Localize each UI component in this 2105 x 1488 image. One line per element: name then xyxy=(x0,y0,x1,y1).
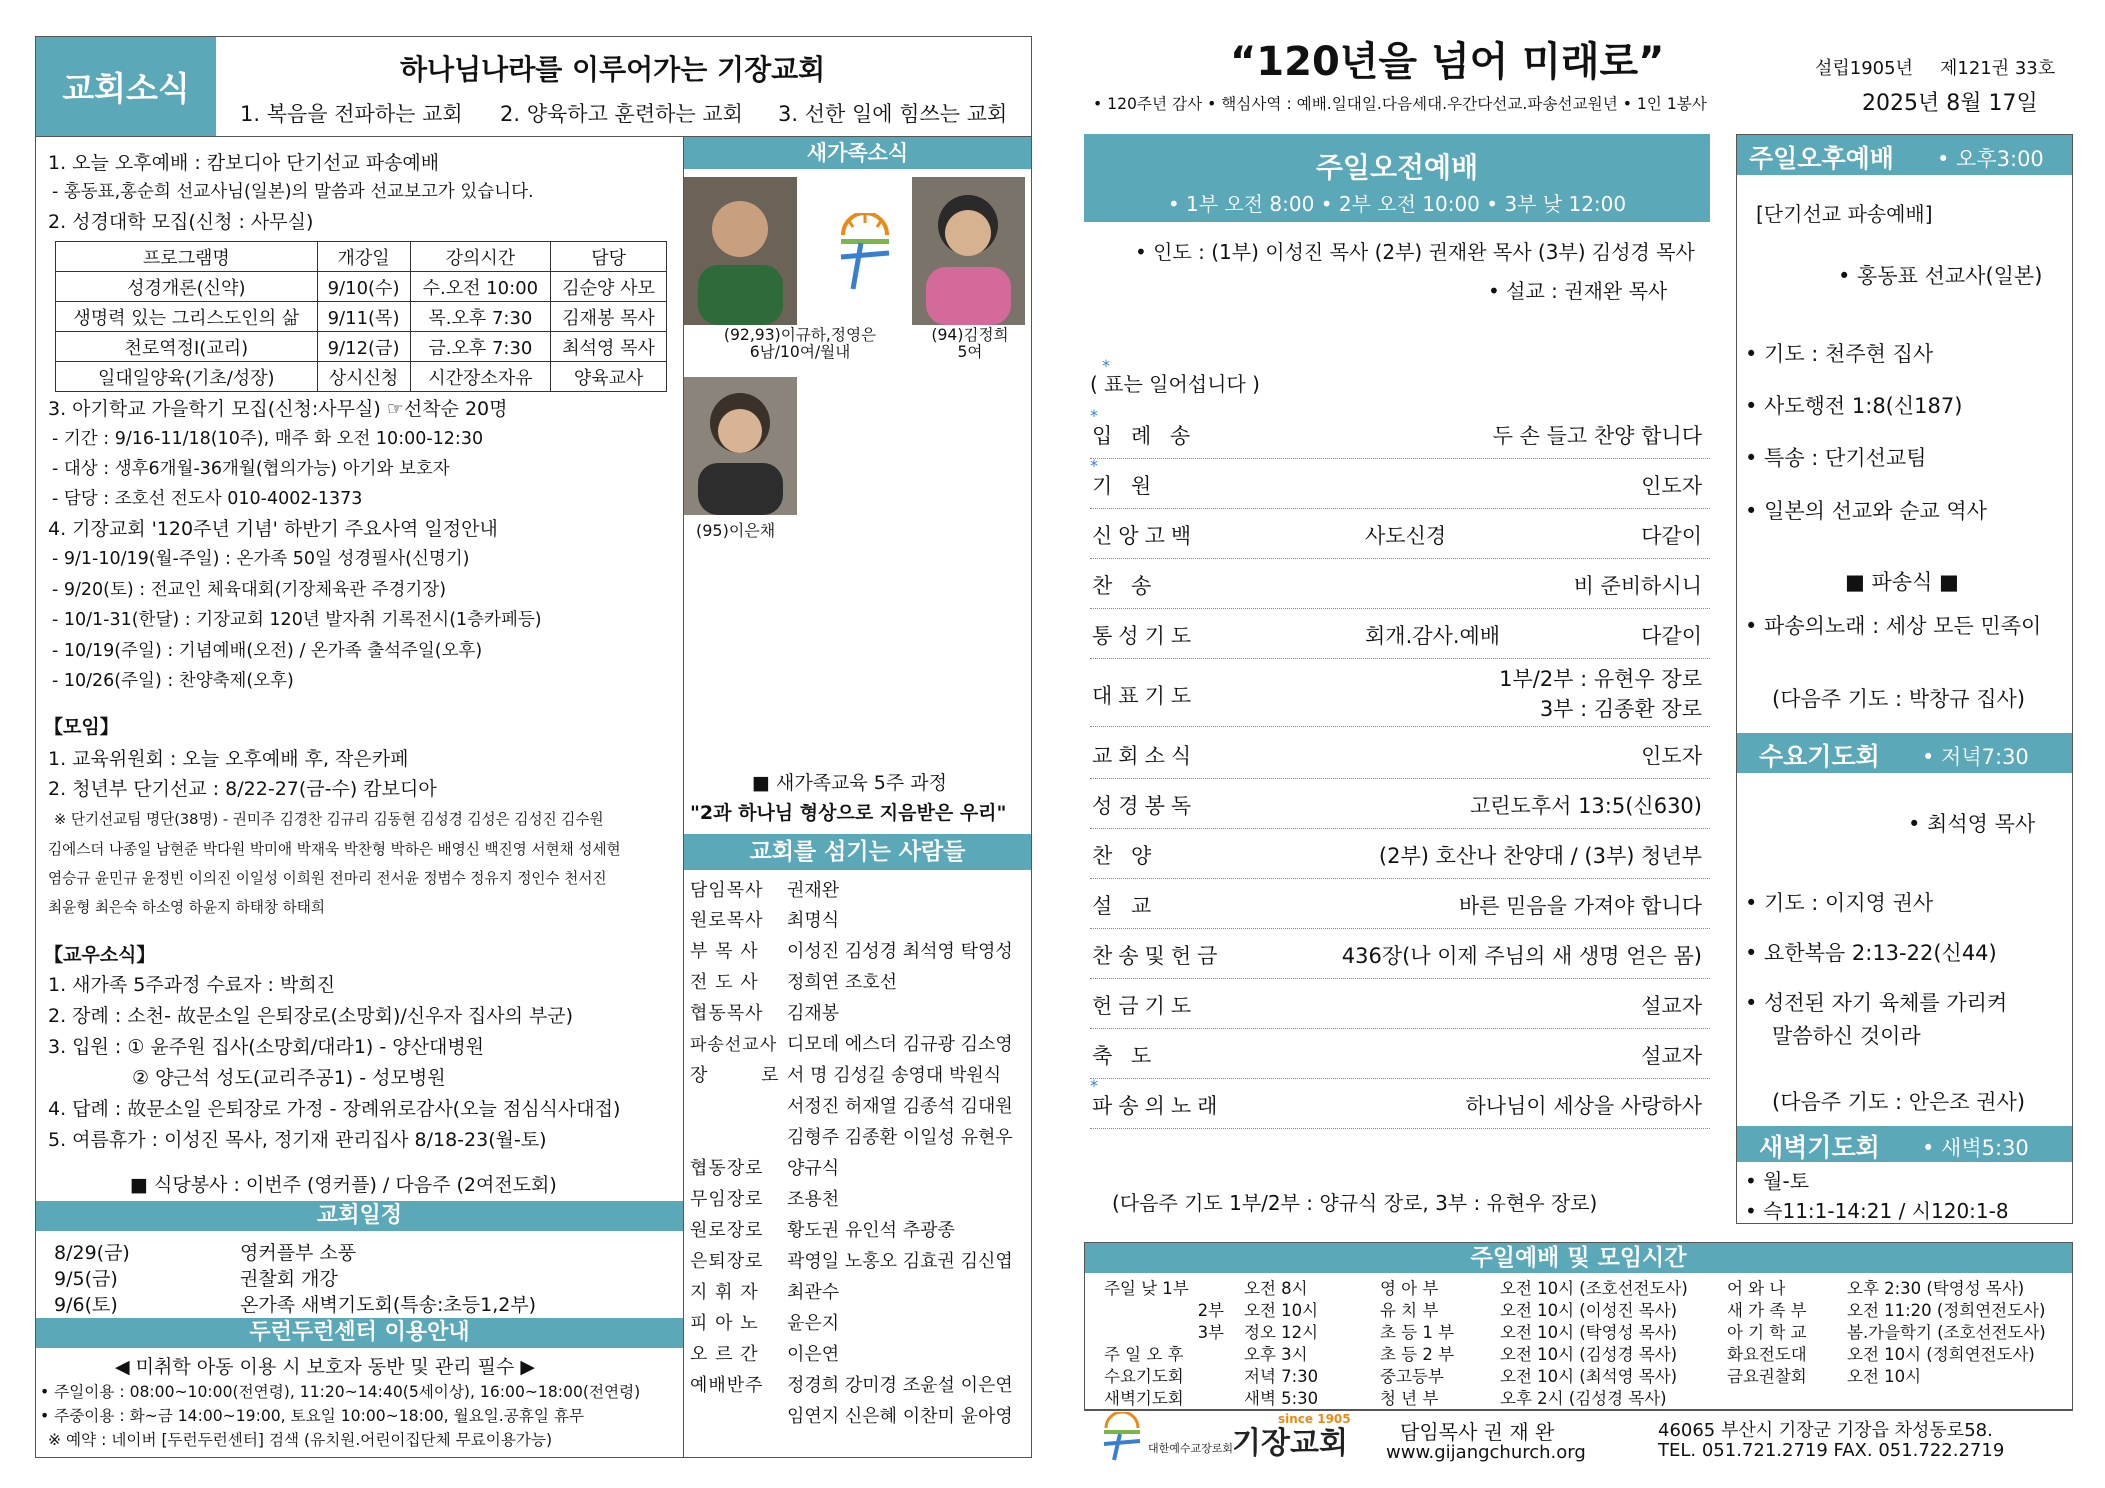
footer-website: www.gijangchurch.org xyxy=(1386,1442,1586,1463)
table-cell: 새벽기도회 xyxy=(1104,1389,1184,1408)
table-cell: 오전 10시 (정희연전도사) xyxy=(1847,1345,2035,1364)
table-cell: 새 가 족 부 xyxy=(1727,1301,1807,1320)
staff-name: 정희연 조호선 xyxy=(787,972,898,993)
bulletin-date: 2025년 8월 17일 xyxy=(1862,91,2038,116)
staff-role: 협동장로 xyxy=(690,1158,764,1179)
order-item-leader: 다같이 xyxy=(1641,524,1702,548)
family-item-4: 4. 답례 : 故문소일 은퇴장로 가정 - 장례위로감사(오늘 점심식사대접) xyxy=(48,1098,621,1120)
program-table-header xyxy=(56,242,667,272)
order-item-leader: 436장(나 이제 주님의 새 생명 얻은 몸) xyxy=(1341,944,1702,968)
table-cell: 수.오전 10:00 xyxy=(410,272,551,302)
table-row xyxy=(1727,1345,2046,1365)
center-line-3: ※ 예약 : 네이버 [두런두런센터] 검색 (유치원.어린이집단체 무료이용가능) xyxy=(48,1431,553,1449)
order-item xyxy=(1090,458,1710,509)
order-item xyxy=(1090,1078,1710,1129)
staff-name: 최명식 xyxy=(787,910,840,931)
news-item-4-sub-3: - 10/1-31(한달) : 기장교회 120년 발자취 기록전시(1층카페등) xyxy=(52,610,542,630)
table-cell: 저녁 7:30 xyxy=(1244,1367,1319,1386)
table-cell: 수요기도회 xyxy=(1104,1367,1184,1386)
order-item-name: 찬송및헌금 xyxy=(1092,944,1224,968)
staff-role: 협동목사 xyxy=(690,1003,764,1024)
schedule-date-1: 8/29(금) xyxy=(54,1242,130,1264)
order-item-name: 기 원 xyxy=(1092,474,1158,498)
dawn-time: • 새벽5:30 xyxy=(1922,1136,2029,1160)
table-cell: 오후 3시 xyxy=(1244,1345,1308,1364)
team-list-2: 김에스더 나종일 남현준 박다원 박미애 박재욱 박찬형 박하은 배영신 백진영 서현채 성세현 xyxy=(48,841,621,858)
table-cell: 주일 낮 1부 xyxy=(1104,1279,1189,1298)
table-row xyxy=(1104,1389,1318,1409)
newfamily-title: 새가족소식 xyxy=(806,141,909,165)
family-title: 【교우소식】 xyxy=(44,944,156,966)
table-row xyxy=(1380,1367,1688,1387)
center-header xyxy=(36,1318,683,1348)
staff-role: 원로목사 xyxy=(690,910,764,931)
staff-name: 정경희 강미경 조윤설 이은연 xyxy=(787,1375,1013,1396)
times-col-1 xyxy=(1102,1277,1320,1411)
order-item-leader: (2부) 호산나 찬양대 / (3부) 청년부 xyxy=(1378,844,1702,868)
photo-couple xyxy=(684,177,797,325)
tagline: • 120주년 감사 • 핵심사역 : 예배.일대일.다음세대.우간다선교.파송선교원년 • 1인 1봉사 xyxy=(1093,95,1707,113)
wednesday-line-6: (다음주 기도 : 안은조 권사) xyxy=(1772,1090,2026,1114)
wednesday-header xyxy=(1737,733,2072,773)
course-subtitle: "2과 하나님 형상으로 지음받은 우리" xyxy=(690,802,1007,824)
news-item-3-sub-2: - 대상 : 생후6개월-36개월(협의가능) 아기와 보호자 xyxy=(52,459,450,479)
table-row xyxy=(1727,1367,2046,1387)
schedule-date-3: 9/6(토) xyxy=(54,1294,118,1316)
footer-church-name: 기장교회 xyxy=(1232,1426,1348,1461)
order-item-leader: 고린도후서 13:5(신630) xyxy=(1469,794,1702,818)
stand-note-text: ( 표는 일어섭니다 ) xyxy=(1090,372,1260,396)
servants-title: 교회를 섬기는 사람들 xyxy=(749,839,966,865)
staff-name: 서정진 허재열 김종석 김대원 xyxy=(787,1096,1013,1117)
table-row xyxy=(56,272,667,302)
table-row xyxy=(1104,1345,1318,1365)
table-cell: 김순양 사모 xyxy=(551,272,667,302)
star-icon: * xyxy=(1090,1076,1098,1095)
program-table xyxy=(55,241,667,392)
course-title: ■ 새가족교육 5주 과정 xyxy=(752,772,947,794)
afternoon-line-7: ■ 파송식 ■ xyxy=(1845,570,1959,594)
table-cell: 오전 10시 (조호선전도사) xyxy=(1500,1279,1688,1298)
center-title: 두런두런센터 이용안내 xyxy=(249,1320,470,1345)
table-cell: 영 아 부 xyxy=(1380,1279,1439,1298)
news-item-4-sub-5: - 10/26(주일) : 찬양축제(오후) xyxy=(52,671,294,691)
table-cell: 화요전도대 xyxy=(1727,1345,1807,1364)
servants-header xyxy=(684,834,1031,870)
kitchen-service: ■ 식당봉사 : 이번주 (영커플) / 다음주 (2여전도회) xyxy=(130,1174,557,1196)
mission-2: 2. 양육하고 훈련하는 교회 xyxy=(500,102,743,126)
staff-name: 서 명 김성길 송영대 박원식 xyxy=(787,1065,1002,1086)
meeting-item-1: 1. 교육위원회 : 오늘 오후예배 후, 작은카페 xyxy=(48,748,409,770)
news-badge-label: 교회소식 xyxy=(62,69,190,108)
table-row xyxy=(1104,1323,1318,1343)
table-cell: 목.오후 7:30 xyxy=(410,302,551,332)
order-item-name: 찬 송 xyxy=(1092,574,1158,598)
table-cell: 9/10(수) xyxy=(317,272,410,302)
th-teacher: 담당 xyxy=(551,242,667,272)
news-item-1: 1. 오늘 오후예배 : 캄보디아 단기선교 파송예배 xyxy=(48,152,440,174)
table-cell: 오전 10시 (탁영성 목사) xyxy=(1500,1323,1678,1342)
staff-role: 은퇴장로 xyxy=(690,1251,764,1272)
th-time: 강의시간 xyxy=(410,242,551,272)
photo-caption-1: (92,93)이규하,정영은 6남/10여/월내 xyxy=(723,326,877,361)
order-item-name: 대표기도 xyxy=(1092,684,1198,708)
dawn-header xyxy=(1737,1126,2072,1162)
news-item-4-sub-4: - 10/19(주일) : 기념예배(오전) / 온가족 출석주일(오후) xyxy=(52,641,483,661)
wednesday-line-1: • 최석영 목사 xyxy=(1908,812,2036,836)
table-cell: 유 치 부 xyxy=(1380,1301,1439,1320)
footer-address: 46065 부산시 기장군 기장읍 차성동로58. xyxy=(1658,1420,1993,1441)
order-item xyxy=(1090,608,1710,659)
family-item-3: 3. 입원 : ① 윤주원 집사(소망회/대라1) - 양산대병원 xyxy=(48,1036,485,1058)
staff-name: 임연지 신은혜 이찬미 윤아영 xyxy=(787,1406,1013,1427)
photo-couple-image xyxy=(684,177,797,325)
staff-role: 담임목사 xyxy=(690,880,764,901)
meeting-title: 【모임】 xyxy=(44,716,119,738)
order-item-name: 찬 양 xyxy=(1092,844,1158,868)
photo-woman-2-image xyxy=(684,377,797,515)
star-icon: * xyxy=(1090,456,1098,475)
table-cell: 금.오후 7:30 xyxy=(410,332,551,362)
column-divider xyxy=(683,136,684,1458)
times-col-2 xyxy=(1378,1277,1690,1411)
order-item-name: 축 도 xyxy=(1092,1044,1158,1068)
table-cell: 중고등부 xyxy=(1380,1367,1444,1386)
footer-pastor: 담임목사 권 재 완 xyxy=(1400,1420,1555,1444)
order-item xyxy=(1090,658,1710,727)
news-item-4: 4. 기장교회 '120주년 기념' 하반기 주요사역 일정안내 xyxy=(48,518,498,540)
table-row xyxy=(1104,1279,1318,1299)
news-badge xyxy=(36,37,216,136)
staff-name: 최관수 xyxy=(787,1282,840,1303)
table-cell: 주 일 오 후 xyxy=(1104,1345,1184,1364)
order-item xyxy=(1090,778,1710,829)
times-table-2 xyxy=(1378,1277,1690,1411)
order-item-leader: 다같이 xyxy=(1641,624,1702,648)
center-notice: ◀ 미취학 아동 이용 시 보호자 동반 및 관리 필수 ▶ xyxy=(115,1356,535,1378)
afternoon-line-4: • 사도행전 1:8(신187) xyxy=(1745,394,1963,418)
footer-logo-icon xyxy=(1100,1412,1144,1462)
table-cell: 오후 2시 (김성경 목사) xyxy=(1500,1389,1667,1408)
table-cell: 최석영 목사 xyxy=(551,332,667,362)
news-item-3-sub-1: - 기간 : 9/16-11/18(10주), 매주 화 오전 10:00-12:30 xyxy=(52,429,484,449)
afternoon-line-9: (다음주 기도 : 박창규 집사) xyxy=(1772,687,2026,711)
afternoon-line-8: • 파송의노래 : 세상 모든 민족이 xyxy=(1745,614,2042,638)
table-row xyxy=(1104,1367,1318,1387)
schedule-header xyxy=(36,1201,683,1231)
volume: 제121권 33호 xyxy=(1940,58,2056,79)
table-cell: 오전 11:20 (정희연전도사) xyxy=(1847,1301,2046,1320)
table-cell: 성경개론(신약) xyxy=(56,272,318,302)
table-cell: 생명력 있는 그리스도인의 삶 xyxy=(56,302,318,332)
table-cell: 아 기 학 교 xyxy=(1727,1323,1807,1342)
order-item-name: 교회소식 xyxy=(1092,744,1198,768)
order-item-leader: 비 준비하시니 xyxy=(1573,574,1702,598)
dawn-title: 새벽기도회 xyxy=(1759,1133,1880,1162)
family-item-2: 2. 장례 : 소천- 故문소일 은퇴장로(소망회)/신우자 집사의 부군) xyxy=(48,1005,574,1027)
table-cell: 2부 xyxy=(1197,1301,1224,1320)
table-cell: 새벽 5:30 xyxy=(1244,1389,1319,1408)
table-cell: 오전 10시 xyxy=(1244,1301,1319,1320)
dawn-line-2: • 슥11:1-14:21 / 시120:1-8 xyxy=(1745,1199,2009,1223)
table-cell: 오전 10시 (김성경 목사) xyxy=(1500,1345,1678,1364)
order-item-leader: 두 손 들고 찬양 합니다 xyxy=(1492,424,1702,448)
staff-name: 권재완 xyxy=(787,880,840,901)
order-item-name: 입 례 송 xyxy=(1092,424,1197,448)
order-item xyxy=(1090,728,1710,779)
order-item xyxy=(1090,1028,1710,1079)
order-item-name: 설 교 xyxy=(1092,894,1158,918)
table-cell: 일대일양육(기초/성장) xyxy=(56,362,318,392)
times-title: 주일예배 및 모임시간 xyxy=(1470,1245,1687,1271)
next-prayer: (다음주 기도 1부/2부 : 양규식 장로, 3부 : 유현우 장로) xyxy=(1112,1191,1598,1215)
table-cell: 초 등 2 부 xyxy=(1380,1345,1455,1364)
table-cell: 오전 10시 (최석영 목사) xyxy=(1500,1367,1678,1386)
founded: 설립1905년 xyxy=(1815,58,1913,79)
dawn-line-1: • 월-토 xyxy=(1745,1169,1810,1193)
photo-woman-1-image xyxy=(912,177,1025,325)
afternoon-line-5: • 특송 : 단기선교팀 xyxy=(1745,446,1927,470)
table-cell: 오전 10시 xyxy=(1847,1367,1922,1386)
star-icon: * xyxy=(1102,356,1110,375)
family-item-3b: ② 양근석 성도(교리주공1) - 성모병원 xyxy=(132,1067,446,1089)
order-item-name: 성경봉독 xyxy=(1092,794,1198,818)
table-cell: 양육교사 xyxy=(551,362,667,392)
table-cell: 정오 12시 xyxy=(1244,1323,1319,1342)
news-item-1-sub: - 홍동표,홍순희 선교사님(일본)의 말씀과 선교보고가 있습니다. xyxy=(52,182,534,202)
table-row xyxy=(1727,1301,2046,1321)
order-item-leader: 설교자 xyxy=(1641,1044,1702,1068)
afternoon-header xyxy=(1737,135,2072,175)
wednesday-line-5: 말씀하신 것이라 xyxy=(1772,1024,1921,1048)
afternoon-title: 주일오후예배 xyxy=(1749,144,1894,173)
table-cell: 시간장소자유 xyxy=(410,362,551,392)
order-item-leader: 설교자 xyxy=(1641,994,1702,1018)
order-item xyxy=(1090,508,1710,559)
table-cell: 9/11(목) xyxy=(317,302,410,332)
photo-caption-2: (94)김정희 5여 xyxy=(931,326,1009,361)
star-icon: * xyxy=(1090,406,1098,425)
staff-name: 조용천 xyxy=(787,1189,840,1210)
order-item-name: 파송의노래 xyxy=(1092,1094,1224,1118)
news-item-3: 3. 아기학교 가을학기 모집(신청:사무실) ☞선착순 20명 xyxy=(48,398,508,420)
table-row xyxy=(56,332,667,362)
morning-title: 주일오전예배 xyxy=(1315,151,1479,184)
staff-name: 이은연 xyxy=(787,1344,840,1365)
table-row xyxy=(1380,1323,1688,1343)
morning-leaders: • 인도 : (1부) 이성진 목사 (2부) 권재완 목사 (3부) 김성경 목사 xyxy=(1135,240,1695,264)
table-row xyxy=(1727,1279,2046,1299)
order-item xyxy=(1090,408,1710,459)
schedule-title: 교회일정 xyxy=(316,1203,402,1228)
afternoon-line-1: [단기선교 파송예배] xyxy=(1756,202,1933,226)
order-item-leader: 인도자 xyxy=(1641,474,1702,498)
footer-since: since 1905 xyxy=(1278,1412,1351,1426)
table-cell: 초 등 1 부 xyxy=(1380,1323,1455,1342)
news-item-3-sub-3: - 담당 : 조호선 전도사 010-4002-1373 xyxy=(52,489,363,509)
staff-name: 황도권 유인석 추광종 xyxy=(787,1220,955,1241)
times-table-3 xyxy=(1725,1277,2048,1389)
table-cell: 천로역정Ⅰ(교리) xyxy=(56,332,318,362)
photo-caption-3: (95)이은채 xyxy=(696,521,776,540)
staff-name: 김재봉 xyxy=(787,1003,840,1024)
table-cell: 상시신청 xyxy=(317,362,410,392)
times-col-3 xyxy=(1725,1277,2048,1389)
wednesday-time: • 저녁7:30 xyxy=(1922,745,2029,769)
table-row xyxy=(56,302,667,332)
order-item xyxy=(1090,978,1710,1029)
mission-1: 1. 복음을 전파하는 교회 xyxy=(240,102,463,126)
staff-role: 지 휘 자 xyxy=(690,1282,759,1303)
staff-name: 양규식 xyxy=(787,1158,840,1179)
bulletin-title: “120년을 넘어 미래로” xyxy=(1230,39,1665,85)
staff-role: 원로장로 xyxy=(690,1220,764,1241)
times-table-1 xyxy=(1102,1277,1320,1411)
staff-name: 김형주 김종환 이일성 유현우 xyxy=(787,1127,1013,1148)
order-item xyxy=(1090,558,1710,609)
th-start: 개강일 xyxy=(317,242,410,272)
schedule-event-3: 온가족 새벽기도회(특송:초등1,2부) xyxy=(240,1294,537,1316)
table-row xyxy=(1380,1279,1688,1299)
order-item-detail: 사도신경 xyxy=(1365,524,1447,548)
table-cell: 김재봉 목사 xyxy=(551,302,667,332)
footer-phone: TEL. 051.721.2719 FAX. 051.722.2719 xyxy=(1658,1440,2005,1461)
mission-3: 3. 선한 일에 힘쓰는 교회 xyxy=(778,102,1008,126)
church-logo-icon xyxy=(835,213,895,293)
meeting-item-2: 2. 청년부 단기선교 : 8/22-27(금-수) 캄보디아 xyxy=(48,778,437,800)
news-item-4-sub-1: - 9/1-10/19(월-주일) : 온가족 50일 성경필사(신명기) xyxy=(52,549,470,569)
family-item-1: 1. 새가족 5주과정 수료자 : 박희진 xyxy=(48,974,336,996)
order-item-leader: 인도자 xyxy=(1641,744,1702,768)
staff-role: 전 도 사 xyxy=(690,972,759,993)
news-item-4-sub-2: - 9/20(토) : 전교인 체육대회(기장체육관 주경기장) xyxy=(52,580,447,600)
table-row xyxy=(1380,1301,1688,1321)
footer-denomination: 대한예수교장로회 xyxy=(1148,1442,1234,1455)
order-item-leader: 하나님이 세상을 사랑하사 xyxy=(1465,1094,1702,1118)
afternoon-line-2: • 홍동표 선교사(일본) xyxy=(1838,264,2043,288)
table-cell: 금요권찰회 xyxy=(1727,1367,1807,1386)
staff-role: 장 로 xyxy=(690,1065,803,1086)
staff-name: 곽영일 노홍오 김효권 김신엽 xyxy=(787,1251,1013,1272)
table-row xyxy=(1727,1323,2046,1343)
table-cell: 9/12(금) xyxy=(317,332,410,362)
staff-role: 부 목 사 xyxy=(690,941,759,962)
staff-name: 디모데 에스더 김규광 김소영 xyxy=(787,1034,1013,1055)
morning-worship-header xyxy=(1084,134,1710,222)
order-item-leader: 1부/2부 : 유현우 장로 3부 : 김종환 장로 xyxy=(1499,667,1702,721)
schedule-event-1: 영커플부 소풍 xyxy=(240,1242,357,1264)
news-item-2: 2. 성경대학 모집(신청 : 사무실) xyxy=(48,211,314,233)
table-cell: 청 년 부 xyxy=(1380,1389,1439,1408)
wednesday-title: 수요기도회 xyxy=(1759,742,1880,771)
stand-note xyxy=(1090,356,1260,397)
order-item-name: 헌금기도 xyxy=(1092,994,1198,1018)
center-line-1: • 주일이용 : 08:00~10:00(전연령), 11:20~14:40(5세이상), 16:00~18:00(전연령) xyxy=(40,1383,641,1401)
staff-role: 파송선교사 xyxy=(690,1035,778,1055)
table-cell: 봄.가을학기 (조호선전도사) xyxy=(1847,1323,2046,1342)
table-row xyxy=(1104,1301,1318,1321)
staff-name: 이성진 김성경 최석영 탁영성 xyxy=(787,941,1013,962)
order-item-detail: 회개.감사.예배 xyxy=(1365,624,1501,648)
schedule-date-2: 9/5(금) xyxy=(54,1268,118,1290)
table-row xyxy=(1380,1389,1688,1409)
right-column-frame xyxy=(1736,134,2073,1224)
table-cell: 오전 8시 xyxy=(1244,1279,1308,1298)
th-program: 프로그램명 xyxy=(56,242,318,272)
wednesday-line-3: • 요한복음 2:13-22(신44) xyxy=(1745,941,1997,965)
staff-role: 피 아 노 xyxy=(690,1313,759,1334)
morning-times: • 1부 오전 8:00 • 2부 오전 10:00 • 3부 낮 12:00 xyxy=(1167,192,1627,216)
morning-preacher: • 설교 : 권재완 목사 xyxy=(1488,279,1668,303)
church-motto: 하나님나라를 이루어가는 기장교회 xyxy=(400,53,826,86)
staff-role: 예배반주 xyxy=(690,1375,764,1396)
family-item-5: 5. 여름휴가 : 이성진 목사, 정기재 관리집사 8/18-23(월-토) xyxy=(48,1129,547,1151)
afternoon-time: • 오후3:00 xyxy=(1937,147,2044,171)
order-item xyxy=(1090,928,1710,979)
order-item-name: 신앙고백 xyxy=(1092,524,1198,548)
wednesday-line-2: • 기도 : 이지영 권사 xyxy=(1745,891,1934,915)
table-cell: 3부 xyxy=(1197,1323,1224,1342)
team-list-3: 염승규 윤민규 윤정빈 이의진 이일성 이희원 전마리 전서윤 정범수 정유지 정인수 천서진 xyxy=(48,870,607,887)
table-row xyxy=(56,362,667,392)
table-cell: 어 와 나 xyxy=(1727,1279,1786,1298)
table-cell: 오후 2:30 (탁영성 목사) xyxy=(1847,1279,2025,1298)
staff-role: 무임장로 xyxy=(690,1189,764,1210)
table-cell: 오전 10시 (이성진 목사) xyxy=(1500,1301,1678,1320)
newfamily-header xyxy=(684,137,1031,169)
order-item-name: 통성기도 xyxy=(1092,624,1198,648)
afternoon-line-3: • 기도 : 천주현 집사 xyxy=(1745,342,1934,366)
staff-role: 오 르 간 xyxy=(690,1344,759,1365)
table-row xyxy=(1380,1345,1688,1365)
photo-woman-1 xyxy=(912,177,1025,325)
team-list-4: 최윤형 최은숙 하소영 하윤지 하태창 하태희 xyxy=(48,899,325,916)
team-list-1: ※ 단기선교팀 명단(38명) - 권미주 김경찬 김규리 김동현 김성경 김성은 김성진 김수원 xyxy=(54,811,604,828)
afternoon-line-6: • 일본의 선교와 순교 역사 xyxy=(1745,499,1987,523)
times-header xyxy=(1085,1243,2072,1273)
staff-name: 윤은지 xyxy=(787,1313,840,1334)
footer-rule xyxy=(1084,1410,2073,1411)
order-item xyxy=(1090,828,1710,879)
center-line-2: • 주중이용 : 화~금 14:00~19:00, 토요일 10:00~18:00, 월요일.공휴일 휴무 xyxy=(40,1407,585,1425)
photo-woman-2 xyxy=(684,377,797,515)
order-item xyxy=(1090,878,1710,929)
schedule-event-2: 권찰회 개강 xyxy=(240,1268,338,1290)
wednesday-line-4: • 성전된 자기 육체를 가리켜 xyxy=(1745,991,2008,1015)
order-item-leader: 바른 믿음을 가져야 합니다 xyxy=(1458,894,1702,918)
